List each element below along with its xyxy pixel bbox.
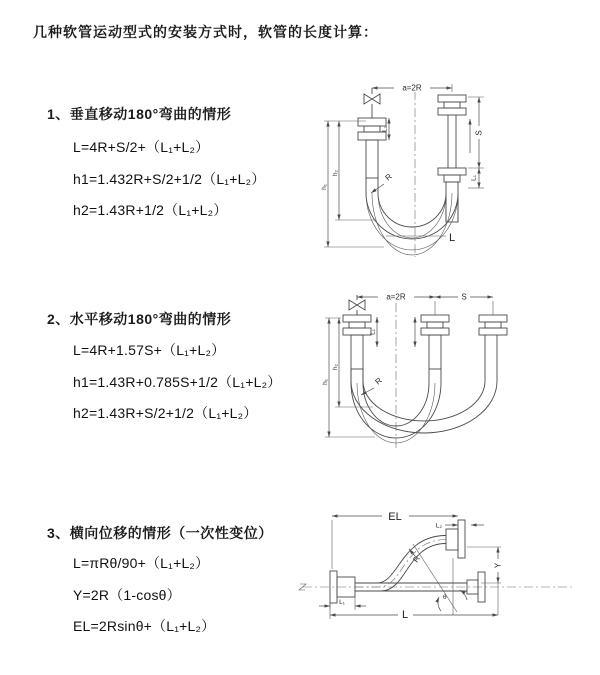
dim-label-h2: h₂ [332,169,339,177]
pipe-right [448,115,456,168]
dim-l1-left [382,118,390,140]
dim-s [468,97,484,168]
section-1-heading: 1、垂直移动180°弯曲的情形 [47,106,232,122]
hose-ubend-positions [351,335,497,443]
section-2-formula-h2: h2=1.43R+S/2+1/2（L₁+L₂） [73,405,258,421]
dim-a2r [357,292,493,315]
hose-ubend [366,178,458,255]
dim-label-h1: h₁ [322,379,329,385]
flange-upper [446,520,465,558]
section-3-formula-l: L=πRθ/90+（L₁+L₂） [73,555,210,571]
section-1-formula-l: L=4R+S/2+（L₁+L₂） [73,139,210,155]
dim-l1 [319,597,366,610]
section-3-heading: 3、横向位移的情形（一次性变位） [47,525,273,541]
diagram-vertical-180-bend [321,83,484,257]
dim-l2 [436,523,484,530]
section-2-formula-l: L=4R+1.57S+（L₁+L₂） [73,342,226,358]
flange-middle [421,315,449,335]
radius-callout [361,376,384,395]
dim-label-l1: L₁ [339,599,345,606]
section-2-formula-h1: h1=1.43R+0.785S+1/2（L₁+L₂） [73,374,282,390]
dim-label-l1-right: L₁ [470,175,478,181]
theta-angle [438,590,467,611]
radius-callout [371,172,394,193]
dim-label-l2: L₂ [435,522,442,530]
dim-label-s: S [474,130,484,136]
dim-el [332,509,458,569]
flange-right-mid [438,168,466,182]
dim-label-y: Y [493,562,503,569]
section-1-formula-h2: h2=1.43R+1/2（L₁+L₂） [73,202,228,218]
dim-l1-right [468,168,484,188]
dim-a2r [372,83,452,93]
flange-left [343,315,371,335]
dim-h2 [332,318,373,407]
braided-hose-section-left [351,335,363,369]
dim-h2 [332,121,376,220]
braided-hose-section-middle [429,335,441,369]
section-2-heading: 2、水平移动180°弯曲的情形 [47,311,232,327]
dim-label-l1: L₁ [369,329,377,335]
valve-icon [349,295,365,315]
theta-label: θ [443,594,447,601]
section-3-formula-el: EL=2Rsinθ+（L₁+L₂） [73,618,216,634]
radius-label: R [373,375,384,387]
length-label: L [449,232,456,244]
flange-right-top [438,95,466,115]
dim-label-h1: h₁ [321,184,328,190]
dim-l1 [370,317,416,347]
flange-right [479,315,507,335]
dim-label-l1-left: L₁ [381,126,389,132]
dim-label-s: S [461,292,467,302]
dim-label-a2r: a=2R [386,292,406,302]
dim-label-h2: h₂ [332,363,339,371]
valve-icon [364,88,380,118]
dim-label-l: L [401,609,409,621]
diagram-lateral-displacement [299,509,575,621]
radius-label: R [383,171,394,183]
braided-hose-section-left [366,140,378,178]
dim-s [435,292,493,302]
section-3-formula-y: Y=2R（1-cosθ） [73,587,181,603]
page-title: 几种软管运动型式的安装方式时，软管的长度计算： [33,24,378,40]
section-1-formula-h1: h1=1.432R+S/2+1/2（L₁+L₂） [73,171,266,187]
diagram-horizontal-180-bend [322,292,507,451]
dim-h1 [322,318,375,437]
radius-line [413,544,457,612]
dim-label-a2r: a=2R [402,83,422,93]
dim-label-el: EL [388,511,402,523]
radius-label: R [411,554,422,565]
